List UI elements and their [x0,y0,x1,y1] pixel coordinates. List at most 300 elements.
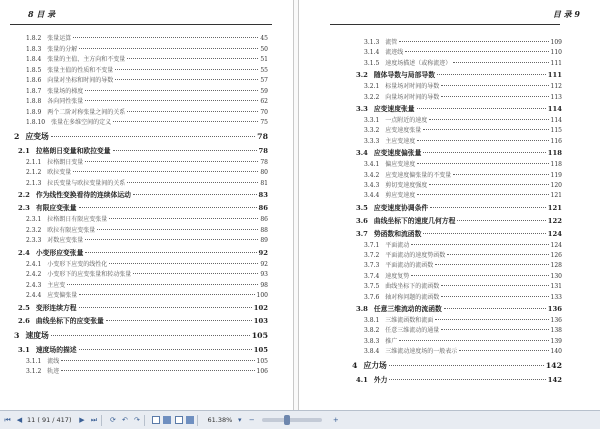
toc-subsection [352,181,562,191]
toc-subsection [352,116,562,126]
toc-title: 对数应变张量 [47,237,84,244]
toc-leader [79,294,254,295]
toc-page-number: 78 [260,158,268,166]
toc-number: 3.7 [356,229,368,238]
toc-number: 3.1.1 [26,357,42,365]
toc-number: 2.4.1 [26,260,42,268]
toc-number: 2.3.2 [26,226,42,234]
toc-page-number: 50 [260,45,268,53]
toc-title: 主应变 [47,281,66,289]
toc-title: 应变速度偏张量 [373,149,422,158]
toc-subsection [14,357,268,368]
toc-number: 1.8.9 [26,108,42,116]
toc-number: 2.4.4 [26,292,42,299]
toc-leader [411,244,548,245]
toc-subsection [352,272,562,282]
toc-number: 3.5 [356,203,368,212]
zoom-dropdown-icon[interactable]: ▾ [238,416,242,424]
toc-page-number: 57 [260,77,268,84]
fit-width-icon[interactable] [186,416,194,424]
toc-subsection [14,87,268,98]
toc-leader [429,119,548,120]
toc-leader [405,51,548,52]
toc-leader [389,379,545,380]
toc-number: 2.1 [18,146,30,155]
toc-number: 2.4.3 [26,281,42,289]
toc-title: 变形连续方程 [35,303,77,312]
toc-page-number: 105 [251,330,268,340]
toolbar-divider [197,415,198,426]
toc-title: 偏应变速度 [385,161,416,169]
toc-subsection [14,55,268,66]
toc-leader [437,74,546,75]
toc-number: 3.7.2 [364,252,380,260]
toc-title: 小变形下的应变张量和转动张量 [47,271,132,278]
zoom-out-icon[interactable]: − [248,416,255,424]
toc-page-number: 109 [550,39,562,46]
toc-number: 4.1 [356,375,368,384]
zoom-slider[interactable] [262,418,322,422]
toc-subsection [352,160,562,170]
prev-page-icon[interactable]: ◀ [16,416,23,424]
toc-title: 向量对坐标和时间的导数 [47,77,114,84]
toc-title: 应变速度偏张量的不变量 [385,171,452,179]
toc-subsection [14,108,268,119]
toc-subsection [14,226,268,237]
toc-title: 速度场描述（或称流迹） [385,59,452,67]
right-header-rule [330,24,560,25]
toc-page-number: 131 [550,283,562,291]
toc-number: 3.2.2 [364,93,380,101]
toc-leader [133,273,258,274]
toc-subsection [14,367,268,378]
toc-title: 标量场对时间的导数 [385,83,440,91]
toc-subsection [352,82,562,92]
toc-subsection [352,241,562,251]
toc-subsection [352,251,562,261]
toc-title: 拉氏变量与欧拉变量间的关系 [47,179,126,187]
toc-subsection [14,45,268,56]
toc-number: 2.2 [18,191,30,199]
toc-page-number: 78 [258,146,268,155]
toc-number: 3.8 [356,305,368,314]
toc-title: 随体导数与局部导数 [373,71,435,80]
toc-title: 小变形下应变的线性化 [47,260,108,268]
two-page-icon[interactable] [163,416,171,424]
toc-subsection [352,38,562,48]
toc-leader [411,275,548,276]
toc-leader [441,96,548,97]
toc-number: 2.5 [18,303,30,312]
toc-number: 3.1.3 [364,39,380,46]
toc-leader [85,90,258,91]
toc-leader [429,184,548,185]
toc-subsection [352,293,562,303]
toc-subsection [14,270,268,281]
toc-number: 1.8.10 [26,119,46,126]
toc-title: 欧拉变量 [47,169,72,176]
next-page-icon[interactable]: ▶ [79,416,85,424]
toc-leader [441,285,548,286]
toc-title: 曲线坐标下的应变张量 [35,316,104,325]
toc-title: 外力 [373,375,388,384]
toc-page-number: 136 [547,305,562,314]
toc-section [352,303,562,316]
toc-leader [430,207,546,208]
toc-title: 欧拉有限应变张量 [47,226,96,234]
toc-number: 3.8.1 [364,317,380,325]
toc-subsection [14,97,268,108]
toc-subsection [14,66,268,77]
toc-section [352,147,562,160]
toc-leader [51,335,250,336]
toc-title: 向量场对时间的导数 [385,93,440,101]
toc-page-number: 133 [550,293,562,301]
toc-page-number: 92 [258,248,268,257]
page-indicator[interactable]: 11 ( 91 / 417) [27,416,72,424]
toc-page-number: 116 [550,137,562,145]
toc-page-number: 138 [550,327,562,335]
back-icon[interactable]: ↶ [122,416,128,424]
toc-title: 三维流函数和流面 [385,317,434,325]
toc-number: 3.7.3 [364,262,380,270]
toc-title: 张量的主值、主方向和不变量 [47,56,126,63]
toc-title: 应变速度张量 [385,127,422,135]
toc-section [14,202,268,215]
toc-section [352,103,562,116]
toc-page-number: 139 [550,337,562,345]
toc-page-number: 124 [550,241,562,249]
toc-title: 剪应变速度 [385,192,416,200]
toc-title: 推广 [385,337,398,345]
toc-subsection [14,168,268,179]
toc-section [14,145,268,158]
toc-number: 3.1.2 [26,368,42,375]
toc-leader [441,329,548,330]
toc-leader [109,263,258,264]
toc-number: 3.2.1 [364,83,380,91]
toc-page-number: 78 [257,131,268,141]
toc-number: 2.4 [18,248,30,257]
toc-section [14,302,268,315]
toc-leader [61,360,254,361]
toc-leader [115,79,258,80]
toc-title: 平面流动 [385,241,410,249]
toc-title: 应力场 [363,360,387,370]
toc-leader [79,307,252,308]
toc-page-number: 120 [550,181,562,189]
toc-title: 任意三维流动的流函数 [373,305,442,314]
toc-title: 张量在多维空间的定义 [51,119,112,126]
toc-leader [61,370,254,371]
toc-leader [435,319,548,320]
toc-leader [79,207,257,208]
right-page-header: 目 录 9 [552,9,580,19]
toc-page-number: 142 [545,360,562,370]
left-toc [14,34,268,378]
toc-page-number: 51 [260,56,268,63]
toc-subsection [14,76,268,87]
toc-number: 3.7.5 [364,283,380,291]
toc-title: 应变偏张量 [47,292,78,299]
toc-page-number: 142 [547,375,562,384]
toc-leader [441,85,548,86]
toc-page-number: 59 [260,87,268,95]
zoom-slider-thumb[interactable] [284,415,290,425]
last-page-icon[interactable]: ⏭ [90,415,98,424]
toc-leader [399,340,548,341]
toc-number: 1.8.8 [26,98,42,105]
toc-page-number: 88 [260,226,268,234]
toc-page-number: 83 [258,191,268,199]
toc-page-number: 105 [256,357,268,365]
toc-title: 应变速度协调条件 [373,203,429,212]
toc-title: 流管 [385,39,398,46]
toc-number: 3.3.1 [364,116,380,124]
toc-page-number: 89 [260,237,268,244]
toc-section [14,247,268,260]
toc-leader [109,218,258,219]
toc-number: 4 [352,360,358,370]
toc-section [352,215,562,228]
toc-number: 1.8.3 [26,45,42,53]
toc-number: 2 [14,131,20,141]
toc-leader [417,194,548,195]
toc-number: 3.6 [356,216,368,225]
toc-number: 3.8.3 [364,337,380,345]
toc-subsection [352,126,562,136]
toc-number: 2.1.2 [26,169,42,176]
toc-title: 张量的分解 [47,45,78,53]
toc-subsection [352,282,562,292]
refresh-icon[interactable]: ⟳ [110,416,116,424]
toc-page-number: 80 [260,169,268,176]
toc-section [352,202,562,215]
toc-number: 3.3.3 [364,137,380,145]
toc-number: 1.8.2 [26,35,42,42]
continuous-page-icon[interactable] [175,416,183,424]
toc-section [352,374,562,387]
toc-leader [417,140,548,141]
right-toc [352,38,562,387]
toc-page-number: 92 [260,260,268,268]
toc-title: 一点附近的速度 [385,116,428,124]
left-header-rule [10,24,272,25]
toc-leader [423,152,545,153]
toc-subsection [14,158,268,169]
toc-page-number: 45 [260,35,268,42]
toc-title: 势函数和流函数 [373,229,422,238]
toc-page-number: 114 [547,104,562,113]
toc-section [14,315,268,328]
toc-number: 3.3.2 [364,127,380,135]
toc-page-number: 121 [550,192,562,200]
toc-title: 拉格朗日有限应变张量 [47,216,108,223]
toc-page-number: 86 [258,204,268,212]
toc-number: 3.7.4 [364,272,380,280]
left-page [0,0,292,410]
toc-subsection [352,137,562,147]
toc-leader [51,136,255,137]
toc-title: 速度复势 [385,272,410,280]
toc-page-number: 115 [550,127,562,135]
toc-subsection [352,59,562,69]
toc-title: 两个二阶对称张量之间的关系 [47,108,126,116]
toc-number: 3.3 [356,104,368,113]
toc-leader [453,174,548,175]
viewer-toolbar [0,410,600,429]
toc-title: 流迹线 [385,49,404,57]
toc-page-number: 86 [260,216,268,223]
toc-page-number: 75 [260,119,268,126]
toc-section [14,189,268,202]
toc-page-number: 55 [260,66,268,74]
toc-page-number: 128 [550,262,562,270]
toc-title: 流线 [47,357,60,365]
toc-number: 2.3.1 [26,216,42,223]
toc-number: 3.7.1 [364,241,380,249]
toc-chapter [352,358,562,374]
toc-title: 三维流动速度场的一般表示 [385,348,458,356]
toc-leader [73,37,258,38]
toc-subsection [352,261,562,271]
toc-number: 3.1.5 [364,59,380,67]
toc-title: 平面流动的流函数 [385,262,434,270]
right-page [300,0,600,410]
left-page-header: 8 目 录 [28,9,56,19]
zoom-in-icon[interactable]: + [332,416,339,424]
toc-page-number: 136 [550,317,562,325]
toc-leader [417,108,546,109]
toc-number: 3.1 [18,345,30,354]
toc-number: 1.8.6 [26,77,42,84]
toc-subsection [14,34,268,45]
toc-number: 3.8.2 [364,327,380,335]
toc-number: 3.2 [356,71,368,80]
forward-icon[interactable]: ↷ [134,416,140,424]
toc-page-number: 111 [550,59,562,67]
toc-number: 2.3.3 [26,237,42,244]
toc-leader [127,58,258,59]
toc-leader [85,252,256,253]
toc-number: 3.4.1 [364,161,380,169]
toc-subsection [352,337,562,347]
toc-title: 各向同性张量 [47,98,84,105]
toc-leader [127,182,258,183]
toc-subsection [352,347,562,357]
toc-title: 任意三维流动的通量 [385,327,440,335]
toc-page-number: 124 [547,229,562,238]
toc-number: 3.4.3 [364,181,380,189]
toc-title: 张量场的梯度 [47,87,84,95]
toc-subsection [14,236,268,247]
toc-page-number: 113 [550,93,562,101]
toc-page-number: 93 [260,271,268,278]
toc-subsection [14,215,268,226]
toc-title: 张量主值的性质和不变量 [47,66,114,74]
toc-leader [417,163,548,164]
single-page-icon[interactable] [152,416,160,424]
toc-title: 作为线性变换看待的连续体运动 [35,191,131,199]
toc-title: 小变形应变张量 [35,248,84,257]
toc-section [352,69,562,82]
toc-leader [106,320,252,321]
toc-subsection [352,48,562,58]
toc-number: 3.4 [356,149,368,158]
toc-leader [441,296,548,297]
toc-leader [85,161,258,162]
toc-title: 张量运算 [47,35,72,42]
zoom-value[interactable]: 61.38% [207,416,233,424]
toc-subsection [14,118,268,129]
toc-page-number: 98 [260,281,268,289]
toc-title: 应变速度张量 [373,104,415,113]
toc-subsection [352,326,562,336]
toc-title: 应变场 [25,131,49,141]
toc-number: 1.8.5 [26,66,42,74]
toc-page-number: 118 [550,161,562,169]
toc-number: 2.4.2 [26,271,42,278]
toc-leader [444,308,546,309]
toc-leader [73,171,258,172]
toc-leader [79,48,258,49]
toc-page-number: 81 [260,179,268,187]
toc-page-number: 105 [253,345,268,354]
toc-section [352,228,562,241]
toc-page-number: 121 [547,203,562,212]
toc-leader [423,129,548,130]
toc-number: 3 [14,330,20,340]
toc-number: 2.1.1 [26,158,42,166]
toc-number: 1.8.7 [26,87,42,95]
toc-chapter [14,129,268,145]
toc-title: 曲线坐标下的速度几何方程 [373,216,456,225]
toc-leader [435,264,548,265]
toc-page-number: 62 [260,98,268,105]
toc-page-number: 102 [253,303,268,312]
toc-leader [399,41,548,42]
toc-page-number: 119 [550,171,562,179]
toc-number: 3.4.2 [364,171,380,179]
toc-title: 拉格朗日变量 [47,158,84,166]
toc-leader [113,121,258,122]
toc-leader [85,239,258,240]
toc-number: 1.8.4 [26,56,42,63]
toc-subsection [14,260,268,271]
toc-subsection [352,93,562,103]
toc-title: 轨迹 [47,368,60,375]
first-page-icon[interactable]: ⏮ [4,415,11,424]
toc-page-number: 106 [256,368,268,375]
toc-leader [113,150,257,151]
toc-subsection [14,281,268,292]
toc-leader [457,220,545,221]
toc-page-number: 126 [550,252,562,260]
toc-subsection [14,291,268,302]
page-gutter [293,0,299,410]
toc-title: 速度场 [25,330,49,340]
toc-leader [389,365,544,366]
toc-page-number: 112 [550,83,562,91]
toc-number: 3.8.4 [364,348,380,356]
toc-number: 3.7.6 [364,293,380,301]
toc-page-number: 103 [253,316,268,325]
toc-page-number: 111 [547,71,562,80]
toc-title: 速度场的描述 [35,345,77,354]
toc-page-number: 100 [256,292,268,299]
toolbar-divider [144,415,145,426]
toc-leader [127,111,258,112]
